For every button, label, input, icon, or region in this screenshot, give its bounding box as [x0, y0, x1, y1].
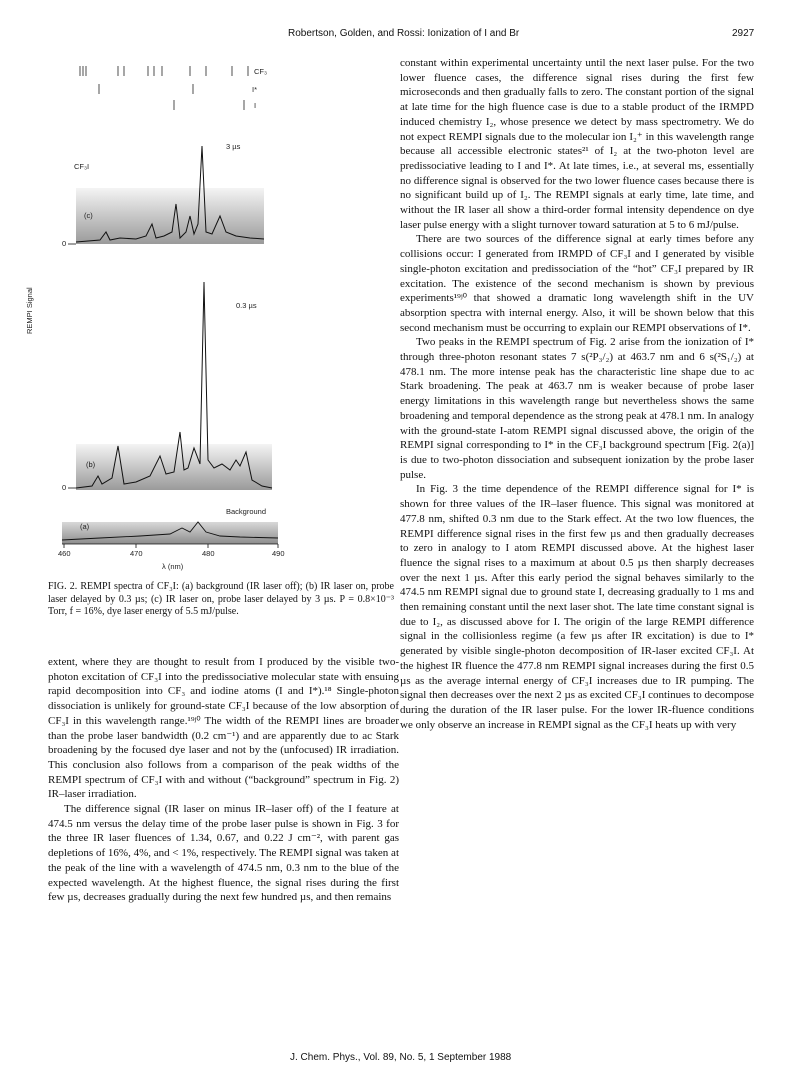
delay-label-b: 0.3 µs [236, 301, 257, 310]
running-title: Robertson, Golden, and Rossi: Ionization of I and Br [288, 28, 520, 39]
zero-label-c: 0 [62, 239, 67, 248]
x-axis-ticks [64, 544, 278, 548]
spectra-plot [25, 56, 380, 576]
background-label: Background [226, 507, 267, 516]
figure-caption: FIG. 2. REMPI spectra of CF₃I: (a) background (IR laser off); (b) IR laser on, probe laser delayed by 0.3 µs; (c) IR laser on, probe laser delayed by 3 µs. P = 0.8×10⁻³ Torr, f = 16%, dye laser energy of 5.5 mJ/pulse. [48, 581, 394, 617]
paragraph: extent, where they are thought to result from I produced by the visible two-photon excitation of CF₃I into the predissociative molecular state with ensuing rapid decomposition into CF₃ and iodine atoms (I and I*).¹⁸ Single-photon dissociation is unlikely for ground-state CF₃I because of the low absorption of CF₃I in this wavelength range.¹⁹ʲ⁰ The width of the REMPI lines are broader than the probe laser bandwidth (0.2 cm⁻¹) and are apparently due to ac Stark broadening by the focused dye laser and not by the (unfocused) IR irradiation. This conclusion also follows from a comparison of the peak widths of the REMPI spectrum of CF₃I with and without (“background” spectrum in Fig. 2) IR–laser irradiation. [48, 656, 399, 801]
right-column [400, 56, 754, 732]
figure-2 [25, 56, 380, 576]
journal-footer: J. Chem. Phys., Vol. 89, No. 5, 1 September 1988 [290, 1052, 512, 1063]
row-label-istar: I* [252, 85, 258, 94]
paragraph: In Fig. 3 the time dependence of the REMPI difference signal for I* is shown for three values of the IR–laser fluence. This signal was monitored at 477.8 nm, shifted 0.3 nm due to the Stark effect. At the two low fluences, the REMPI difference signal rises in the first few µs and then gradually decreases to zero in analogy to I atom REMPI discussed above. At the highest laser fluence the signal rises to a maximum at about 0.5 µs then sharply decreases over the next 1 µs. After this early period the signal behaves similarly to the 474.5 nm REMPI signal due to ground state I, decreasing gradually to 1 ms and then remaining constant until the next laser shot. The late time constant signal is due to I₂, as discussed above for I. The origin of the large REMPI difference signal in the collisionless regime (a few µs after IR excitation) is due to I* generated by visible single-photon decomposition of IR-laser excited CF₃I. At the highest IR fluence the 477.8 nm REMPI signal increases during the first 0.5 µs as the average internal energy of CF₃I increases due to IR pumping. The signal then decreases over the next 2 µs as excited CF₃I continues to decompose during the duration of the IR laser pulse. For the lower IR-fluence conditions we only observe an increase in REMPI signal as the CF₃I heats up with very [400, 483, 754, 731]
panel-c-label: (c) [84, 211, 93, 220]
row-label-i: I [254, 101, 257, 110]
paragraph: Two peaks in the REMPI spectrum of Fig. 2 arise from the ionization of I* through three-photon resonant states 7 s(²P₃/₂) at 463.7 nm and 6 s(²S₁/₂) at 478.1 nm. The more intense peak has the characteristic line shape due to ac Stark broadening. The peak at 463.7 nm is weaker because of probe laser energy limitations in this wavelength range but nevertheless shows the same broadening and temporal dependence as the strong peak at 478.1 nm. In analogy with the ground-state I-atom REMPI signal discussed above, the origin of the REMPI signal corresponding to I* in the CF₃I background spectrum [Fig. 2(a)] is due to two-photon dissociation and subsequent ionization by the probe laser pulse. [400, 336, 754, 481]
x-tick-label: 470 [130, 549, 143, 558]
x-axis-label: λ (nm) [162, 562, 184, 571]
y-axis-label: REMPI Signal [25, 287, 34, 334]
paragraph: There are two sources of the difference signal at early times before any collisions occur: I generated from IRMPD of CF₃I and I generated by visible single-photon excitation and predissociation of the “hot” CF₃I prepared by IR excitation. The existence of the second mechanism is shown by previous experiments¹⁹ʲ⁰ that showed a dramatic long wavelength shift in the UV absorption spectra with internal energy. Also, it will be shown below that this second mechanism must be occurring to explain our REMPI observations of I*. [400, 233, 754, 334]
panel-b-shading [76, 444, 272, 490]
panel-b-label: (b) [86, 460, 96, 469]
row-label-cf3: CF₃ [254, 67, 268, 76]
line-markers [80, 66, 248, 110]
paragraph: The difference signal (IR laser on minus IR–laser off) of the I feature at 474.5 nm versus the delay time of the probe laser pulse is shown in Fig. 3 for the three IR laser fluences of 1.34, 0.67, and 0.22 J cm⁻², with parent gas depletions of 16%, 4%, and < 1%, respectively. The REMPI signal was taken at the peak of the line with a wavelength of 474.5 nm, 0.3 nm to the blue of the expected wavelength. At the highest fluence, the signal rises during the first few µs, decreases gradually during the next few hundred µs, and then remains [48, 803, 399, 904]
zero-label-b: 0 [62, 483, 67, 492]
species-label: CF₃I [74, 162, 90, 171]
panel-a-shading [62, 522, 278, 544]
left-column [48, 655, 399, 905]
paragraph: constant within experimental uncertainty until the next laser pulse. For the two lower fluence cases, the difference signal rises during the first few microseconds and then gradually falls to zero. The constant portion of the signal at late time for the high fluence case is due to a stable product of the IRMPD induced chemistry I₂, whose presence we detect by mass spectrometry. We do not expect REMPI signals due to the molecular ion I₂⁺ in this wavelength range because all accessible electronic states²¹ of I₂ at the two-photon level are predissociative leading to I and I*. At late times, i.e., at several ms, essentially no difference signal is observed for the two lower fluence cases because there is no significant build up of I₂. The REMPI signals at early time, late time, and without the IR laser all show a third-order formal intensity dependence on dye laser pulse energy with a slight turnover toward saturation at 5 to 6 mJ/pulse. [400, 57, 754, 231]
x-tick-label: 480 [202, 549, 215, 558]
x-tick-label: 460 [58, 549, 71, 558]
panel-a-label: (a) [80, 522, 90, 531]
page-number: 2927 [732, 28, 755, 39]
delay-label-c: 3 µs [226, 142, 241, 151]
x-tick-label: 490 [272, 549, 285, 558]
